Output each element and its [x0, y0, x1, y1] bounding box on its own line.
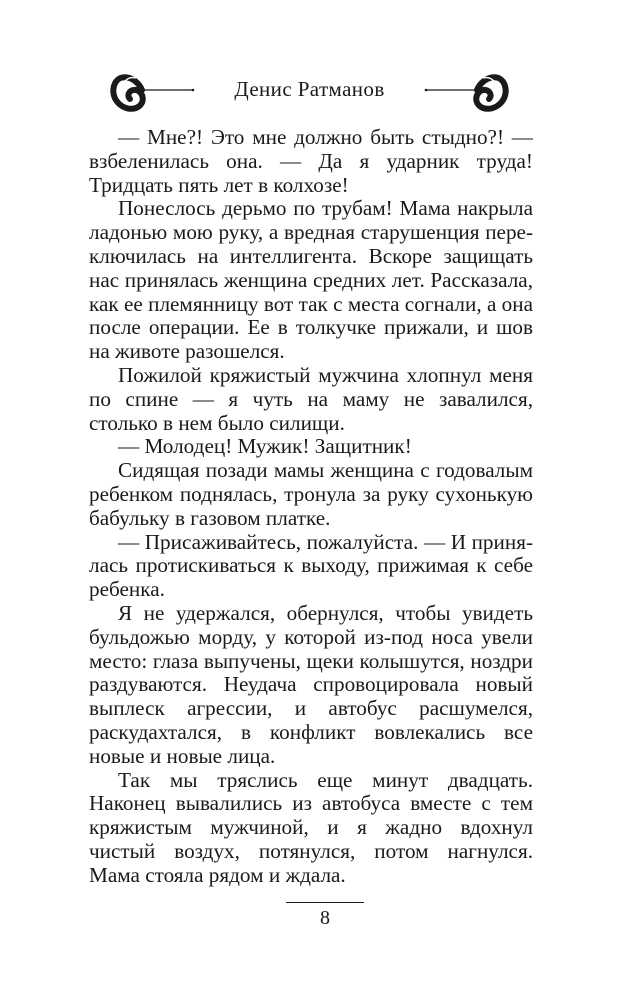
- body-text: [89, 126, 533, 888]
- paragraph-1: — Мне?! Это мне должно быть стыдно?! — взбеленилась она. — Да я ударник труда! Тридцать пять лет в колхозе!: [89, 125, 533, 197]
- paragraph-2: Понеслось дерьмо по трубам! Мама накрыла ладонью мою руку, а вредная старушенция переключилась на интеллигента. Вскоре защищать нас принялась женщина средних лет. Рассказала, как ее племянницу вот так с места согнали, а она после операции. Ее в толкучке прижали, и шов на животе разошелся.: [89, 196, 533, 364]
- paragraph-6: — Присаживайтесь, пожалуйста. — И принялась протискиваться к выходу, прижимая к себе ребенка.: [89, 529, 533, 602]
- paragraph-8: Так мы тряслись еще минут двадцать. Наконец вывалились из автобуса вместе с тем кряжистым мужчиной, и я жадно вдохнул чистый воздух, потянулся, потом нагнулся. Мама стояла рядом и ждала.: [89, 767, 533, 887]
- footer-rule: [286, 902, 364, 903]
- paragraph-4: — Молодец! Мужик! Защитник!: [118, 434, 412, 459]
- paragraph-7: Я не удержался, обернулся, чтобы увидеть бульдожью морду, у которой из-под носа увели место: глаза выпучены, щеки колышутся, ноздри раздуваются. Неудача спровоцировала новый выплеск агрессии, и автобус расшумелся, раскудахтался, в конфликт вовлекались все новые и новые лица.: [89, 600, 533, 768]
- running-title: Денис Ратманов: [234, 77, 385, 101]
- paragraph-3: Пожилой кряжистый мужчина хлопнул меня по спине — я чуть на маму не завалился, столько в нем было силищи.: [89, 362, 533, 435]
- page-number: 8: [320, 907, 330, 929]
- running-header: [0, 62, 619, 118]
- paragraph-5: Сидящая позади мамы женщина с годовалым ребенком поднялась, тронула за руку сухонькую бабульку в газовом платке.: [89, 458, 533, 530]
